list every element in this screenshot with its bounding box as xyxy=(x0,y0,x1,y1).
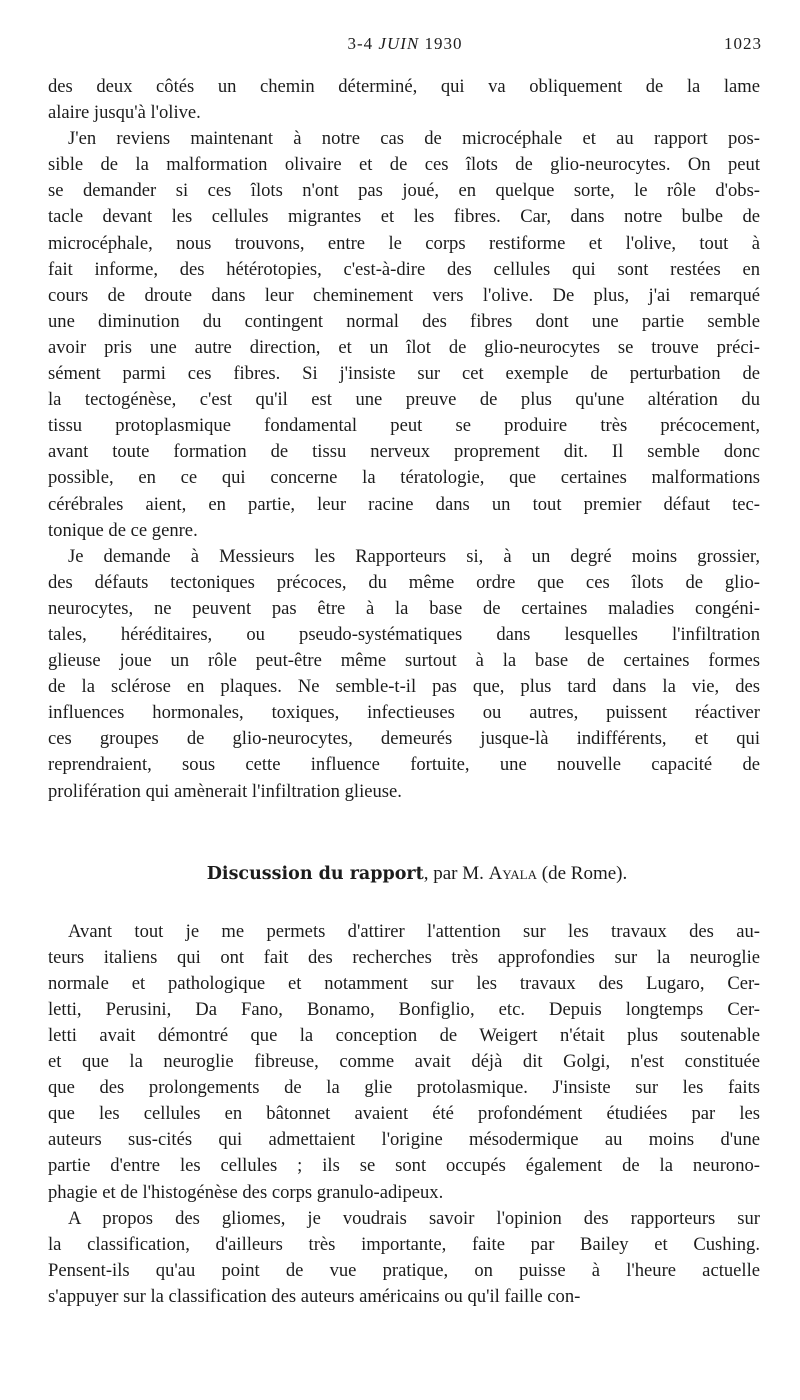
text-line: influences hormonales, toxiques, infectieuses ou autres, puissent réactiver xyxy=(48,702,760,724)
text-line: reprendraient, sous cette influence fortuite, une nouvelle capacité de xyxy=(48,754,760,776)
text-line: letti avait démontré que la conception de Weigert n'était plus soutenable xyxy=(48,1025,760,1046)
text-line: J'en reviens maintenant à notre cas de microcéphale et au rapport pos- xyxy=(68,128,760,150)
paragraph xyxy=(48,1206,760,1310)
text-line: Avant tout je me permets d'attirer l'attention sur les travaux des au- xyxy=(68,920,760,942)
text-line: tonique de ce genre. xyxy=(48,519,198,541)
text-line: avant toute formation de tissu nerveux proprement dit. Il semble donc xyxy=(48,441,760,463)
text-line: cérébrales aient, en partie, leur racine dans un tout premier défaut tec- xyxy=(48,493,760,515)
text-line: A propos des gliomes, je voudrais savoir l'opinion des rapporteurs sur xyxy=(68,1207,760,1229)
text-line: la tectogénèse, c'est qu'il est une preuve de plus qu'une altération du xyxy=(48,389,760,411)
page-number: 1023 xyxy=(724,34,762,53)
discussion-heading: Discussion du rapport, par M. Ayala (de Rome). xyxy=(206,862,628,884)
text-line: prolifération qui amènerait l'infiltration glieuse. xyxy=(48,780,402,802)
text-line: s'appuyer sur la classification des auteurs américains ou qu'il faille con- xyxy=(48,1285,581,1307)
paragraph xyxy=(48,74,760,126)
text-line: avoir pris une autre direction, et un îlot de glio-neurocytes se trouve préci- xyxy=(48,336,760,358)
section-spacing xyxy=(48,805,760,861)
text-line: se demander si ces îlots n'ont pas joué, en quelque sorte, le rôle d'obs- xyxy=(48,180,760,202)
header-month: JUIN xyxy=(378,34,420,53)
paragraph xyxy=(48,126,760,544)
text-line: tissu protoplasmique fondamental peut se produire très précocement, xyxy=(48,415,760,437)
text-line: letti, Perusini, Da Fano, Bonamo, Bonfiglio, etc. Depuis longtemps Cer- xyxy=(48,998,760,1020)
text-line: phagie et de l'histogénèse des corps granulo-adipeux. xyxy=(48,1181,444,1203)
text-line: neurocytes, ne peuvent pas être à la base de certaines maladies congéni- xyxy=(48,597,760,619)
text-line: tacle devant les cellules migrantes et les fibres. Car, dans notre bulbe de xyxy=(48,206,760,228)
text-line: que des prolongements de la glie protolasmique. J'insiste sur les faits xyxy=(48,1077,760,1099)
text-line: cours de droute dans leur cheminement vers l'olive. De plus, j'ai remarqué xyxy=(48,284,760,306)
heading-author: Ayala xyxy=(488,862,538,884)
running-header xyxy=(48,34,762,60)
paragraph xyxy=(48,544,760,805)
text-part-2 xyxy=(48,919,760,1310)
text-line: sément parmi ces fibres. Si j'insiste sur cet exemple de perturbation de xyxy=(48,363,760,385)
text-line: glieuse joue un rôle peut-être même surtout à la base de certaines formes xyxy=(48,650,760,672)
text-line: partie d'entre les cellules ; ils se sont occupés également de la neurono- xyxy=(48,1155,760,1177)
text-line: la classification, d'ailleurs très importante, faite par Bailey et Cushing. xyxy=(48,1233,760,1255)
text-line: sible de la malformation olivaire et de ces îlots de glio-neurocytes. On peut xyxy=(48,154,760,176)
text-line: des deux côtés un chemin déterminé, qui va obliquement de la lame xyxy=(48,76,760,97)
text-line: et que la neuroglie fibreuse, comme avait déjà dit Golgi, n'est constituée xyxy=(48,1051,760,1073)
heading-bold-title: Discussion du rapport xyxy=(206,863,424,884)
body-text xyxy=(48,74,760,1310)
header-date: 3-4 JUIN 1930 xyxy=(347,34,463,53)
text-line: tales, héréditaires, ou pseudo-systématiques dans lesquelles l'infiltration xyxy=(48,623,760,645)
text-line: que les cellules en bâtonnet avaient été profondément étudiées par les xyxy=(48,1103,760,1125)
heading-spacing xyxy=(48,901,760,919)
text-line: Pensent-ils qu'au point de vue pratique, on puisse à l'heure actuelle xyxy=(48,1259,760,1281)
paragraph xyxy=(48,919,760,1206)
text-part-1 xyxy=(48,74,760,805)
text-line: fait informe, des hétérotopies, c'est-à-dire des cellules qui sont restées en xyxy=(48,258,760,280)
text-line: teurs italiens qui ont fait des recherches très approfondies sur la neuroglie xyxy=(48,946,760,968)
text-line: des défauts tectoniques précoces, du même ordre que ces îlots de glio- xyxy=(48,571,760,593)
text-line: une diminution du contingent normal des fibres dont une partie semble xyxy=(48,310,760,332)
text-line: possible, en ce qui concerne la tératologie, que certaines malformations xyxy=(48,467,760,489)
text-line: normale et pathologique et notamment sur les travaux des Lugaro, Cer- xyxy=(48,972,760,994)
text-line: ces groupes de glio-neurocytes, demeurés jusque-là indifférents, et qui xyxy=(48,728,760,750)
text-line: microcéphale, nous trouvons, entre le corps restiforme et l'olive, tout à xyxy=(48,232,760,254)
text-line: Je demande à Messieurs les Rapporteurs si, à un degré moins grossier, xyxy=(68,545,760,567)
text-line: de la sclérose en plaques. Ne semble-t-il pas que, plus tard dans la vie, des xyxy=(48,676,760,698)
text-line: auteurs sus-cités qui admettaient l'origine mésodermique au moins d'une xyxy=(48,1129,760,1151)
text-line: alaire jusqu'à l'olive. xyxy=(48,102,201,124)
